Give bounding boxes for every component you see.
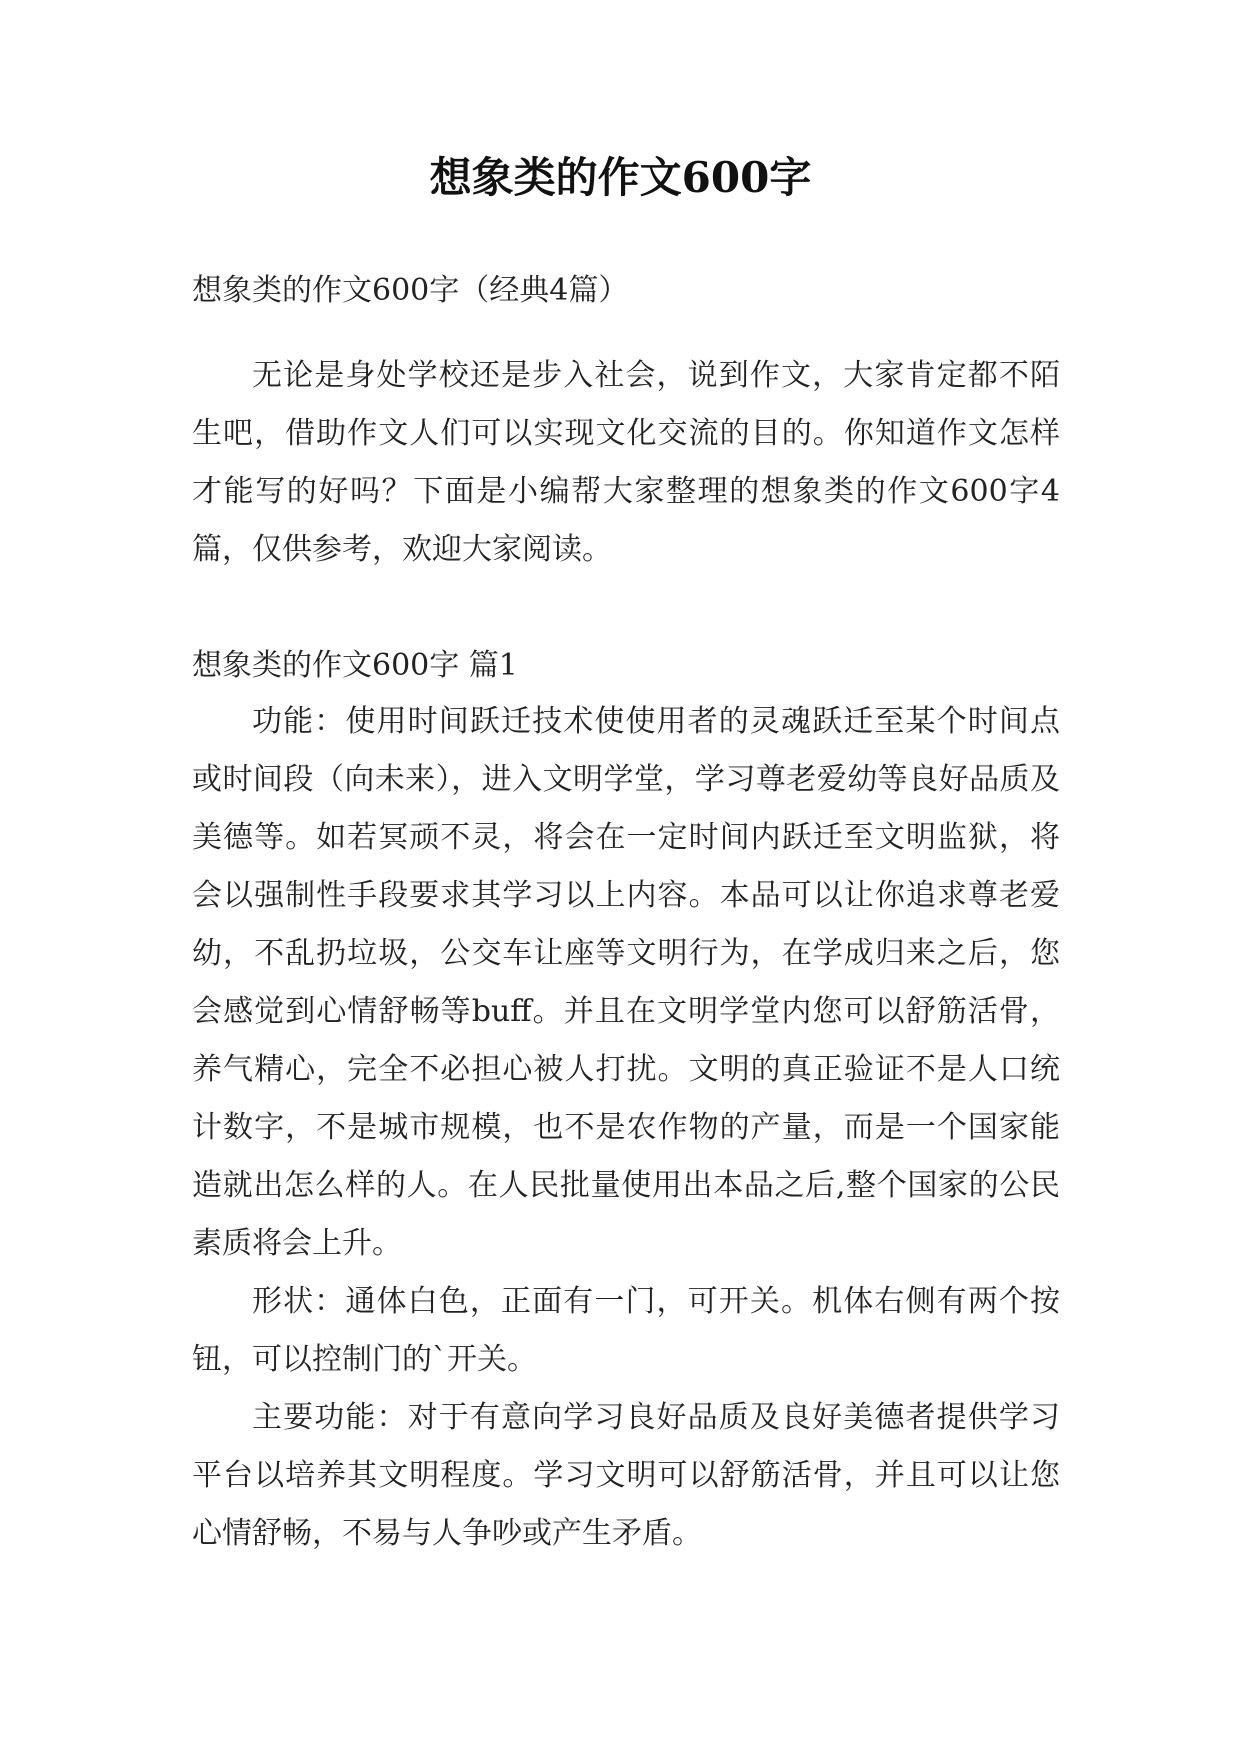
intro-paragraph: 无论是身处学校还是步入社会，说到作文，大家肯定都不陌生吧，借助作文人们可以实现文化交流的目的。你知道作文怎样才能写的好吗？下面是小编帮大家整理的想象类的作文600字4篇，仅供参考，欢迎大家阅读。 [192, 358, 1060, 567]
section-paragraph-2: 形状：通体白色，正面有一门，可开关。机体右侧有两个按钮，可以控制门的`开关。 [192, 1284, 1060, 1377]
section-body [192, 693, 1060, 1563]
section-paragraph-3: 主要功能：对于有意向学习良好品质及良好美德者提供学习平台以培养其文明程度。学习文明可以舒筋活骨，并且可以让您心情舒畅，不易与人争吵或产生矛盾。 [192, 1400, 1060, 1551]
section-paragraph-1: 功能：使用时间跃迁技术使使用者的灵魂跃迁至某个时间点或时间段（向未来），进入文明学堂，学习尊老爱幼等良好品质及美德等。如若冥顽不灵，将会在一定时间内跃迁至文明监狱，将会以强制性手段要求其学习以上内容。本品可以让你追求尊老爱幼，不乱扔垃圾，公交车让座等文明行为，在学成归来之后，您会感觉到心情舒畅等buff。并且在文明学堂内您可以舒筋活骨，养气精心，完全不必担心被人打扰。文明的真正验证不是人口统计数字，不是城市规模，也不是农作物的产量，而是一个国家能造就出怎么样的人。在人民批量使用出本品之后,整个国家的公民素质将会上升。 [192, 704, 1060, 1261]
document-subtitle: 想象类的作文600字（经典4篇） [192, 273, 629, 308]
intro-section [192, 347, 1060, 579]
document-title: 想象类的作文600字 [429, 153, 812, 202]
section-heading: 想象类的作文600字 篇1 [192, 648, 518, 683]
